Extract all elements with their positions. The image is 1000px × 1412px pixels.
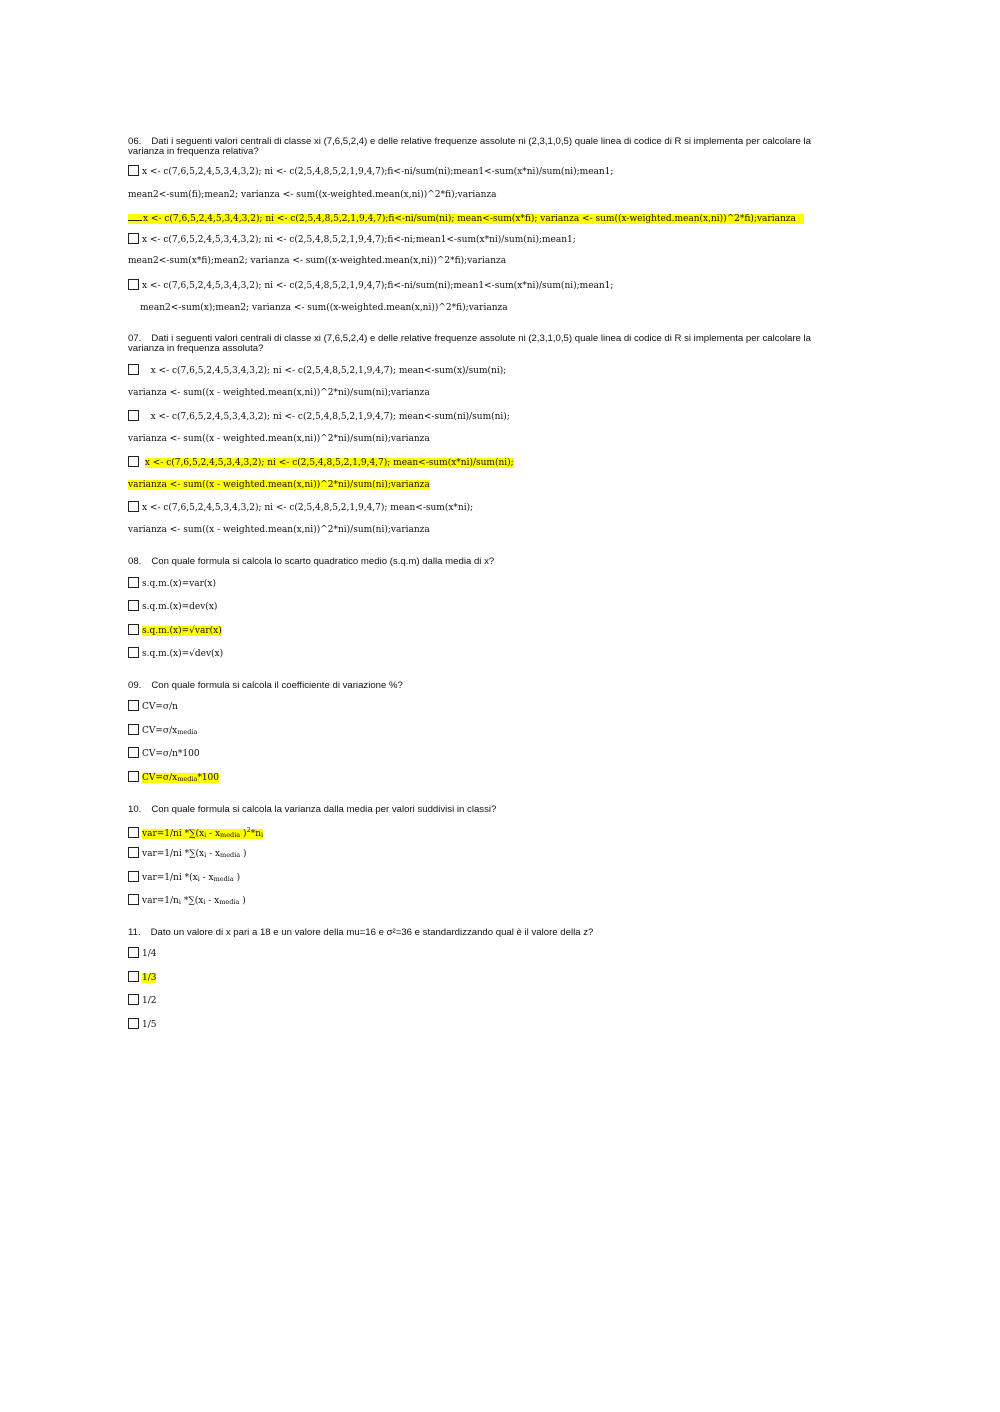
option-text: varianza <- sum((x - weighted.mean(x,ni))^2*ni)/sum(ni);varianza	[128, 434, 430, 444]
option-text: - x	[206, 829, 221, 839]
question-text: Dati i seguenti valori centrali di classe xi (7,6,5,2,4) e delle relative frequenze assolute ni (2,3,1,0,5) quale linea di codice di R si implementa per calcolare la varianza in frequenza assoluta?	[128, 333, 811, 354]
option-text: mean2<-sum(fi);mean2; varianza <- sum((x-weighted.mean(x,ni))^2*fi);varianza	[128, 190, 497, 200]
subscript: i	[204, 851, 207, 859]
correct-answer-highlight	[142, 826, 264, 839]
q06-option-c[interactable]	[128, 233, 576, 246]
subscript: i	[204, 831, 207, 839]
option-text: 1/4	[142, 949, 157, 959]
checkbox[interactable]	[128, 624, 139, 635]
option-text: var=1/n	[142, 896, 179, 906]
option-text: x <- c(7,6,5,2,4,5,3,4,3,2); ni <- c(2,5,4,8,5,2,1,9,4,7); mean<-sum(ni)/sum(ni);	[150, 412, 510, 422]
question-08	[128, 557, 840, 567]
question-text: Con quale formula si calcola lo scarto quadratico medio (s.q.m) dalla media di x?	[151, 556, 495, 567]
question-number: 11.	[128, 927, 141, 938]
option-text: )	[239, 896, 246, 906]
checkbox[interactable]	[128, 827, 139, 838]
option-text: x <- c(7,6,5,2,4,5,3,4,3,2); ni <- c(2,5,4,8,5,2,1,9,4,7);fi<-ni/sum(ni);mean1<-sum(x*ni)/sum(ni);mean1;	[142, 281, 614, 291]
option-text: x <- c(7,6,5,2,4,5,3,4,3,2); ni <- c(2,5,4,8,5,2,1,9,4,7);fi<-ni;mean1<-sum(x*ni)/sum(ni);mean1;	[142, 235, 576, 245]
option-text: )	[240, 829, 247, 839]
option-text: - x	[205, 896, 220, 906]
option-text: x <- c(7,6,5,2,4,5,3,4,3,2); ni <- c(2,5,4,8,5,2,1,9,4,7);fi<-ni/sum(ni);mean1<-sum(x*ni)/sum(ni);mean1;	[142, 167, 614, 177]
q11-option-d[interactable]	[128, 1018, 156, 1031]
q08-option-b[interactable]	[128, 600, 217, 613]
checkbox[interactable]	[128, 456, 139, 467]
q08-option-c[interactable]	[128, 624, 222, 637]
option-text: varianza <- sum((x - weighted.mean(x,ni))^2*ni)/sum(ni);varianza	[128, 388, 430, 398]
subscript: media	[220, 831, 241, 839]
question-07	[128, 334, 840, 354]
q09-option-b[interactable]	[128, 724, 197, 738]
subscript: media	[213, 875, 234, 883]
subscript: media	[220, 851, 241, 859]
subscript: i	[261, 831, 264, 839]
subscript: media	[219, 898, 240, 906]
option-text: *100	[197, 773, 220, 783]
checkbox[interactable]	[128, 771, 139, 782]
checkbox[interactable]	[128, 847, 139, 858]
option-text: - x	[206, 849, 221, 859]
option-text: s.q.m.(x)=√var(x)	[142, 626, 222, 636]
q11-option-a[interactable]	[128, 947, 156, 960]
correct-answer-highlight	[128, 214, 804, 224]
question-09	[128, 681, 840, 691]
option-text: *n	[250, 829, 261, 839]
answer-underline	[128, 211, 142, 221]
option-text: 1/5	[142, 1020, 157, 1030]
checkbox[interactable]	[128, 647, 139, 658]
option-text: mean2<-sum(x);mean2; varianza <- sum((x-weighted.mean(x,ni))^2*fi);varianza	[140, 303, 508, 313]
q07-option-d[interactable]	[128, 501, 473, 514]
subscript: media	[177, 775, 198, 783]
checkbox[interactable]	[128, 577, 139, 588]
question-number: 06.	[128, 136, 142, 147]
option-text: x <- c(7,6,5,2,4,5,3,4,3,2); ni <- c(2,5,4,8,5,2,1,9,4,7); mean<-sum(x)/sum(ni);	[150, 366, 507, 376]
option-text: var=1/ni *∑(x	[142, 849, 205, 859]
q06-option-a[interactable]	[128, 165, 613, 178]
superscript: 2	[246, 826, 251, 834]
option-text: mean2<-sum(x*fi);mean2; varianza <- sum((x-weighted.mean(x,ni))^2*fi);varianza	[128, 256, 507, 266]
q06-option-c-continued	[128, 255, 506, 267]
q06-option-b[interactable]	[128, 211, 804, 225]
question-number: 10.	[128, 804, 142, 815]
q06-option-d-continued	[140, 302, 508, 314]
option-text: x <- c(7,6,5,2,4,5,3,4,3,2); ni <- c(2,5,4,8,5,2,1,9,4,7); mean<-sum(x*ni)/sum(ni);	[144, 458, 514, 468]
q07-option-b-continued	[128, 433, 430, 445]
question-11	[128, 928, 840, 938]
q10-option-a[interactable]	[128, 824, 263, 841]
option-text: x <- c(7,6,5,2,4,5,3,4,3,2); ni <- c(2,5,4,8,5,2,1,9,4,7);fi<-ni/sum(ni); mean<-sum(x*fi); varianza <- sum((x-weighted.mean(x,ni))^2*fi);varianza	[143, 214, 796, 224]
checkbox[interactable]	[128, 724, 139, 735]
q07-option-c[interactable]	[128, 456, 514, 469]
q07-option-d-continued	[128, 524, 430, 536]
option-text: var=1/ni *(x	[142, 873, 198, 883]
subscript: i	[178, 898, 181, 906]
checkbox[interactable]	[128, 971, 139, 982]
option-text: s.q.m.(x)=var(x)	[142, 579, 216, 589]
question-number: 08.	[128, 556, 142, 567]
q06-option-a-continued	[128, 189, 497, 201]
q09-option-c[interactable]	[128, 747, 200, 760]
q07-option-b[interactable]	[128, 410, 510, 423]
checkbox[interactable]	[128, 1018, 139, 1029]
checkbox[interactable]	[128, 947, 139, 958]
checkbox[interactable]	[128, 894, 139, 905]
question-text: Con quale formula si calcola il coefficiente di variazione %?	[151, 680, 403, 691]
q10-option-d[interactable]	[128, 894, 246, 908]
q10-option-c[interactable]	[128, 871, 240, 885]
q10-option-b[interactable]	[128, 847, 247, 861]
option-text: s.q.m.(x)=√dev(x)	[142, 649, 224, 659]
q07-option-c-continued	[128, 479, 430, 491]
q08-option-a[interactable]	[128, 577, 216, 590]
option-text: CV=σ/x	[142, 726, 178, 736]
q09-option-d[interactable]	[128, 771, 219, 785]
q07-option-a-continued	[128, 387, 430, 399]
question-10	[128, 805, 840, 815]
question-number: 09.	[128, 680, 142, 691]
q09-option-a[interactable]	[128, 700, 178, 713]
question-text: Dati i seguenti valori centrali di classe xi (7,6,5,2,4) e delle relative frequenze assolute ni (2,3,1,0,5) quale linea di codice di R si implementa per calcolare la varianza in frequenza relativa?	[128, 136, 811, 157]
option-text: CV=σ/x	[142, 773, 178, 783]
question-number: 07.	[128, 333, 142, 344]
checkbox[interactable]	[128, 747, 139, 758]
option-text: s.q.m.(x)=dev(x)	[142, 602, 218, 612]
option-text: var=1/ni *∑(x	[142, 829, 205, 839]
option-text: 1/2	[142, 996, 157, 1006]
option-text: 1/3	[142, 973, 157, 983]
checkbox[interactable]	[128, 871, 139, 882]
option-text: varianza <- sum((x - weighted.mean(x,ni))^2*ni)/sum(ni);varianza	[128, 480, 430, 490]
option-text: CV=σ/n*100	[142, 749, 200, 759]
question-text: Dato un valore di x pari a 18 e un valore della mu=16 e σ²=36 e standardizzando qual è il valore della z?	[150, 927, 594, 938]
checkbox[interactable]	[128, 279, 139, 290]
question-06	[128, 137, 840, 157]
question-text: Con quale formula si calcola la varianza dalla media per valori suddivisi in classi?	[151, 804, 497, 815]
subscript: i	[197, 875, 200, 883]
option-text: )	[240, 849, 247, 859]
q08-option-d[interactable]	[128, 647, 223, 660]
subscript: media	[177, 728, 198, 736]
subscript: i	[203, 898, 206, 906]
checkbox[interactable]	[128, 700, 139, 711]
checkbox[interactable]	[128, 501, 139, 512]
checkbox[interactable]	[128, 364, 139, 375]
checkbox[interactable]	[128, 233, 139, 244]
q11-option-b[interactable]	[128, 971, 156, 984]
checkbox[interactable]	[128, 165, 139, 176]
checkbox[interactable]	[128, 600, 139, 611]
option-text: )	[233, 873, 241, 883]
q11-option-c[interactable]	[128, 994, 156, 1007]
checkbox[interactable]	[128, 994, 139, 1005]
option-text: CV=σ/n	[142, 702, 178, 712]
option-text: *∑(x	[180, 896, 204, 906]
option-text: x <- c(7,6,5,2,4,5,3,4,3,2); ni <- c(2,5,4,8,5,2,1,9,4,7); mean<-sum(x*ni);	[142, 503, 474, 513]
option-text: varianza <- sum((x - weighted.mean(x,ni))^2*ni)/sum(ni);varianza	[128, 525, 430, 535]
checkbox[interactable]	[128, 410, 139, 421]
q06-option-d[interactable]	[128, 279, 613, 292]
correct-answer-highlight	[142, 773, 219, 783]
option-text: - x	[199, 873, 214, 883]
q07-option-a[interactable]	[128, 364, 506, 377]
